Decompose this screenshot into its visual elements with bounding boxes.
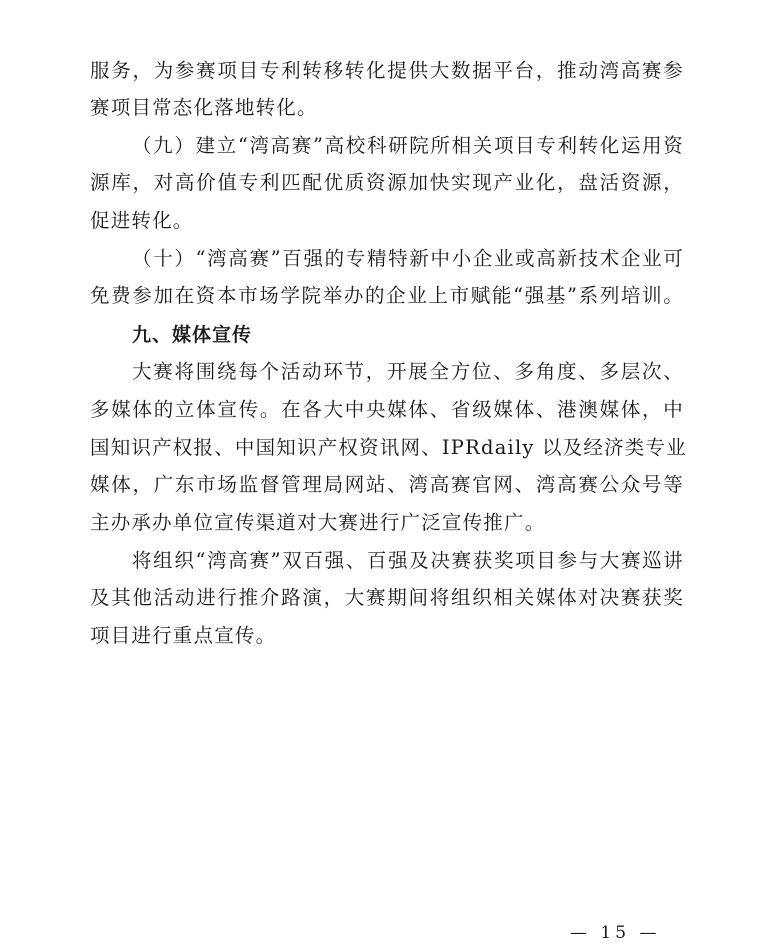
text-line: 及其他活动进行推介路演，大赛期间将组织相关媒体对决赛获奖 [90,586,684,609]
text-line: 国知识产权报、中国知识产权资讯网、IPRdaily 以及经济类专业 [90,436,687,459]
text-line: 服务，为参赛项目专利转移转化提供大数据平台，推动湾高赛参 [90,59,684,82]
text-line: 赛项目常态化落地转化。 [90,96,318,119]
text-line: 将组织“湾高赛”双百强、百强及决赛获奖项目参与大赛巡讲 [132,549,684,572]
text-line: 免费参加在资本市场学院举办的企业上市赋能“强基”系列培训。 [90,284,684,307]
text-line: 源库，对高价值专利匹配优质资源加快实现产业化，盘活资源， [90,171,684,194]
text-line: 主办承办单位宣传渠道对大赛进行广泛宣传推广。 [90,511,546,534]
text-line: 多媒体的立体宣传。在各大中央媒体、省级媒体、港澳媒体，中 [90,398,684,421]
text-line: 促进转化。 [90,209,194,232]
text-line: 项目进行重点宣传。 [90,624,277,647]
text-line: （十）“湾高赛”百强的专精特新中小企业或高新技术企业可 [132,247,684,270]
text-line: （九）建立“湾高赛”高校科研院所相关项目专利转化运用资 [132,134,684,157]
text-line: 大赛将围绕每个活动环节，开展全方位、多角度、多层次、 [132,360,684,383]
text-line: 媒体，广东市场监督管理局网站、湾高赛官网、湾高赛公众号等 [90,473,684,496]
page-number: — 15 — [570,923,661,943]
section-heading: 九、媒体宣传 [132,324,253,346]
